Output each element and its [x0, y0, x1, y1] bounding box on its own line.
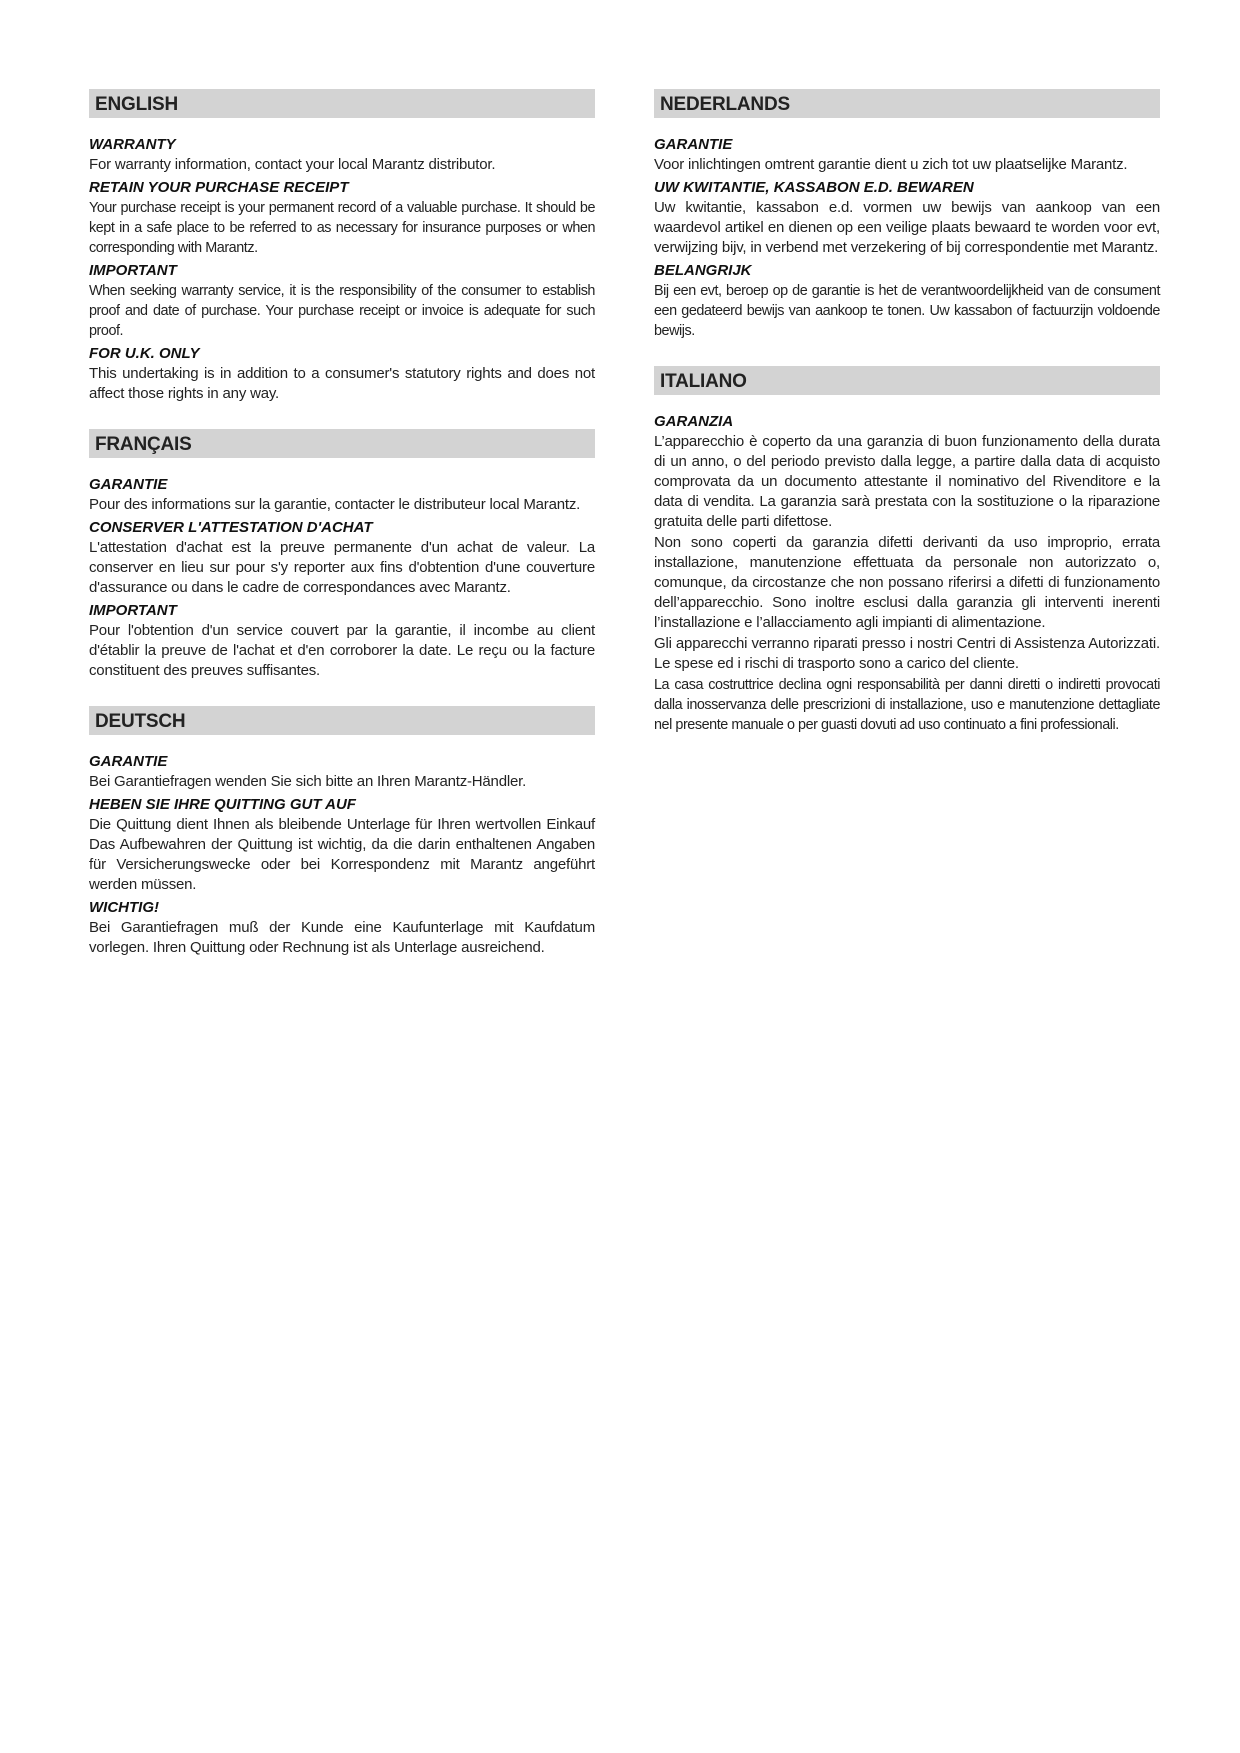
paragraph: L'attestation d'achat est la preuve permanente d'un achat de valeur. La conserver en lieu sur pour s'y reporter aux fins d'obtention d'une couverture d'assurance ou dans le cadre de correspondances avec Marantz.: [89, 539, 595, 596]
paragraph: Bij een evt, beroep op de garantie is het de verantwoordelijkheid van de consument een gedateerd bewijs van aankoop te tonen. Uw kassabon of factuurzijn voldoende bewijs.: [654, 283, 1160, 339]
section-nederlands: [654, 89, 1160, 341]
subheading: RETAIN YOUR PURCHASE RECEIPT: [89, 179, 349, 196]
right-column: [654, 89, 1160, 760]
subheading: IMPORTANT: [89, 602, 177, 619]
subheading: UW KWITANTIE, KASSABON E.D. BEWAREN: [654, 179, 974, 196]
paragraph: Pour des informations sur la garantie, contacter le distributeur local Marantz.: [89, 496, 581, 513]
section-title: FRANÇAIS: [89, 429, 595, 458]
subheading: CONSERVER L'ATTESTATION D'ACHAT: [89, 519, 373, 536]
paragraph: La casa costruttrice declina ogni responsabilità per danni diretti o indiretti provocati dalla inosservanza delle prescrizioni di installazione, uso e manutenzione dettagliate nel presente manuale o per guasti dovuti ad uso continuato a fini professionali.: [654, 677, 1160, 733]
paragraph: Your purchase receipt is your permanent record of a valuable purchase. It should be kept in a safe place to be referred to as necessary for insurance purposes or when corresponding with Marantz.: [89, 200, 595, 256]
section-francais: [89, 429, 595, 681]
left-column: [89, 89, 595, 983]
paragraph: Bei Garantiefragen wenden Sie sich bitte an Ihren Marantz-Händler.: [89, 773, 527, 790]
paragraph: Voor inlichtingen omtrent garantie dient u zich tot uw plaatselijke Marantz.: [654, 156, 1128, 173]
paragraph: When seeking warranty service, it is the responsibility of the consumer to establish proof and date of purchase. Your purchase receipt or invoice is adequate for such proof.: [89, 283, 595, 339]
paragraph: Die Quittung dient Ihnen als bleibende Unterlage für Ihren wertvollen Einkauf Das Aufbewahren der Quittung ist wichtig, da die darin enthaltenen Angaben für Versicherungswecke oder bei Korrespondenz mit Marantz angeführt werden müssen.: [89, 816, 595, 893]
subheading: WARRANTY: [89, 136, 176, 153]
paragraph: Uw kwitantie, kassabon e.d. vormen uw bewijs van aankoop van een waardevol artikel en dienen op een veilige plaats bewaard te worden voor evt, verwijzing bijv, in verbend met verzekering of bij correspondentie met Marantz.: [654, 199, 1160, 256]
subheading: GARANTIE: [654, 136, 733, 153]
subheading: GARANZIA: [654, 413, 734, 430]
subheading: BELANGRIJK: [654, 262, 752, 279]
section-title: NEDERLANDS: [654, 89, 1160, 118]
paragraph: Gli apparecchi verranno riparati presso i nostri Centri di Assistenza Autorizzati. Le spese ed i rischi di trasporto sono a carico del cliente.: [654, 635, 1160, 672]
section-title: ENGLISH: [89, 89, 595, 118]
subheading: GARANTIE: [89, 476, 168, 493]
paragraph: This undertaking is in addition to a consumer's statutory rights and does not affect those rights in any way.: [89, 365, 595, 402]
section-title: DEUTSCH: [89, 706, 595, 735]
subheading: WICHTIG!: [89, 899, 159, 916]
section-title: ITALIANO: [654, 366, 1160, 395]
paragraph: Bei Garantiefragen muß der Kunde eine Kaufunterlage mit Kaufdatum vorlegen. Ihren Quittung oder Rechnung ist als Unterlage ausreichend.: [89, 919, 595, 956]
paragraph: L’apparecchio è coperto da una garanzia di buon funzionamento della durata di un anno, o del periodo previsto dalla legge, a partire dalla data di acquisto comprovata da un documento attestante il nominativo del Rivenditore e la data di vendita. La garanzia sarà prestata con la sostituzione o la riparazione gratuita delle parti difettose.: [654, 433, 1160, 530]
paragraph: Non sono coperti da garanzia difetti derivanti da uso improprio, errata installazione, manutenzione effettuata da personale non autorizzato o, comunque, da circostanze che non possano riferirsi a difetti di funzionamento dell’apparecchio. Sono inoltre esclusi dalla garanzia gli interventi inerenti l’installazione e l’allacciamento agli impianti di alimentazione.: [654, 534, 1160, 631]
paragraph: Pour l'obtention d'un service couvert par la garantie, il incombe au client d'établir la preuve de l'achat et d'en corroborer la date. Le reçu ou la facture constituent des preuves suffisantes.: [89, 622, 595, 679]
section-deutsch: [89, 706, 595, 958]
subheading: FOR U.K. ONLY: [89, 345, 200, 362]
subheading: GARANTIE: [89, 753, 168, 770]
paragraph: For warranty information, contact your local Marantz distributor.: [89, 156, 496, 173]
section-english: [89, 89, 595, 404]
subheading: HEBEN SIE IHRE QUITTING GUT AUF: [89, 796, 356, 813]
section-italiano: [654, 366, 1160, 735]
subheading: IMPORTANT: [89, 262, 177, 279]
